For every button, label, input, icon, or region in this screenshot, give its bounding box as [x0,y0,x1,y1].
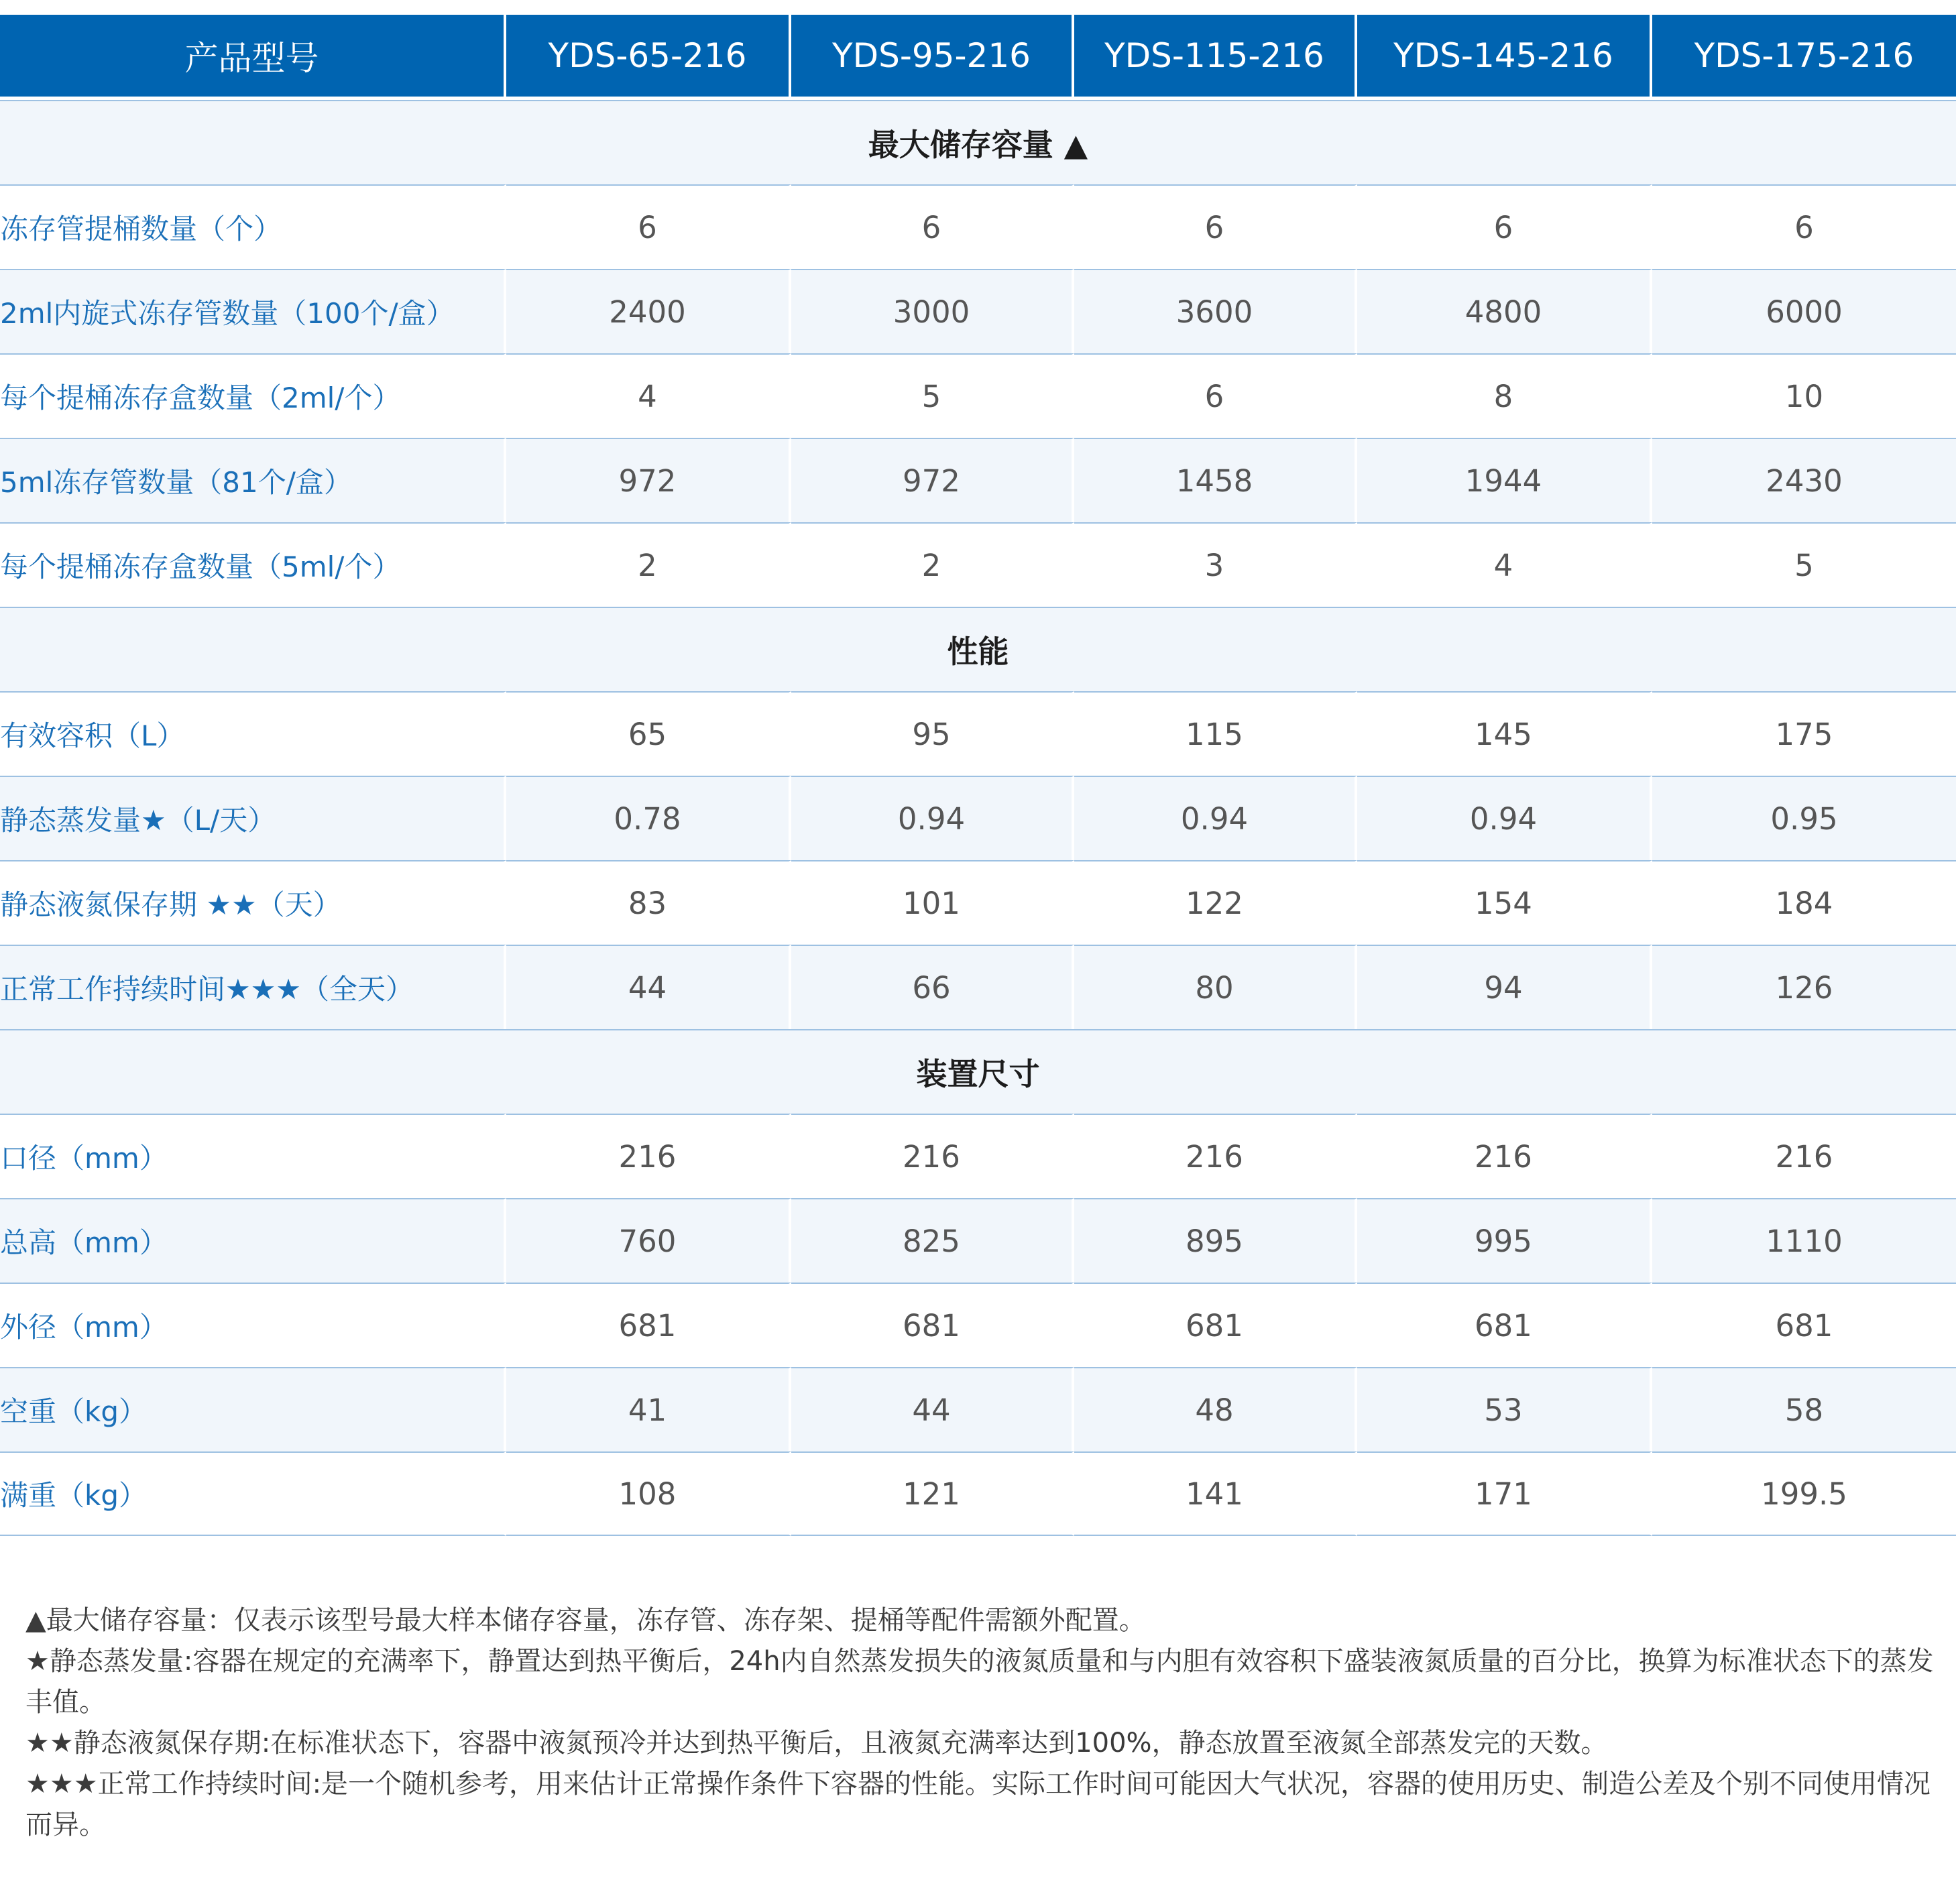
value-cell: 4800 [1357,269,1652,353]
value-cell: 1944 [1357,438,1652,522]
value-cell: 44 [506,945,791,1029]
table-row [0,438,1956,522]
value-cell: 171 [1357,1451,1652,1536]
value-cell: 95 [791,691,1074,776]
row-label: 每个提桶冻存盒数量（2ml/个） [0,353,506,438]
header-model: YDS-145-216 [1357,15,1652,97]
table-row [0,1283,1956,1367]
value-cell: 681 [1074,1283,1357,1367]
value-cell: 121 [791,1451,1074,1536]
row-label: 外径（mm） [0,1283,506,1367]
table-row [0,522,1956,607]
value-cell: 4 [1357,522,1652,607]
section-header [0,100,1956,184]
section-title: 性能 [0,607,1956,691]
table-row [0,945,1956,1029]
section-title: 装置尺寸 [0,1029,1956,1114]
value-cell: 1110 [1652,1198,1956,1283]
value-cell: 94 [1357,945,1652,1029]
value-cell: 972 [791,438,1074,522]
section-title: 最大储存容量 ▲ [0,100,1956,184]
header-model: YDS-95-216 [791,15,1074,97]
value-cell: 0.95 [1652,776,1956,860]
header-model: YDS-115-216 [1074,15,1357,97]
value-cell: 995 [1357,1198,1652,1283]
value-cell: 126 [1652,945,1956,1029]
value-cell: 65 [506,691,791,776]
value-cell: 0.94 [791,776,1074,860]
value-cell: 175 [1652,691,1956,776]
row-label: 冻存管提桶数量（个） [0,184,506,269]
table-row [0,353,1956,438]
value-cell: 216 [1074,1114,1357,1198]
value-cell: 760 [506,1198,791,1283]
value-cell: 3600 [1074,269,1357,353]
footnote: ★静态蒸发量:容器在规定的充满率下，静置达到热平衡后，24h内自然蒸发损失的液氮质量和与内胆有效容积下盛装液氮质量的百分比，换算为标准状态下的蒸发丰值。 [25,1646,1934,1718]
row-label: 正常工作持续时间★★★（全天） [0,945,506,1029]
value-cell: 2 [791,522,1074,607]
value-cell: 154 [1357,860,1652,945]
value-cell: 825 [791,1198,1074,1283]
value-cell: 6 [1074,184,1357,269]
table-row [0,1451,1956,1536]
row-label: 总高（mm） [0,1198,506,1283]
value-cell: 681 [791,1283,1074,1367]
value-cell: 0.78 [506,776,791,860]
header-model: YDS-175-216 [1652,15,1956,97]
value-cell: 44 [791,1367,1074,1451]
value-cell: 6 [1652,184,1956,269]
row-label: 2ml内旋式冻存管数量（100个/盒） [0,269,506,353]
value-cell: 216 [1357,1114,1652,1198]
row-label: 空重（kg） [0,1367,506,1451]
table-row [0,1367,1956,1451]
table-row [0,1114,1956,1198]
value-cell: 972 [506,438,791,522]
footnote: ▲最大储存容量：仅表示该型号最大样本储存容量，冻存管、冻存架、提桶等配件需额外配置。 [25,1605,1146,1636]
header-param-label: 产品型号 [0,15,506,97]
value-cell: 6 [1074,353,1357,438]
table-row [0,269,1956,353]
value-cell: 681 [506,1283,791,1367]
footnote: ★★★正常工作持续时间:是一个随机参考，用来估计正常操作条件下容器的性能。实际工作时间可能因大气状况，容器的使用历史、制造公差及个别不同使用情况而异。 [25,1769,1931,1840]
value-cell: 115 [1074,691,1357,776]
section-header [0,1029,1956,1114]
value-cell: 4 [506,353,791,438]
value-cell: 122 [1074,860,1357,945]
row-label: 口径（mm） [0,1114,506,1198]
value-cell: 216 [791,1114,1074,1198]
header-model: YDS-65-216 [506,15,791,97]
value-cell: 0.94 [1074,776,1357,860]
value-cell: 216 [506,1114,791,1198]
value-cell: 3000 [791,269,1074,353]
table-row [0,776,1956,860]
value-cell: 681 [1652,1283,1956,1367]
row-label: 5ml冻存管数量（81个/盒） [0,438,506,522]
row-label: 每个提桶冻存盒数量（5ml/个） [0,522,506,607]
value-cell: 101 [791,860,1074,945]
table-row [0,691,1956,776]
row-label: 静态液氮保存期 ★★（天） [0,860,506,945]
footnotes [25,1600,1943,1846]
value-cell: 199.5 [1652,1451,1956,1536]
value-cell: 5 [1652,522,1956,607]
value-cell: 3 [1074,522,1357,607]
value-cell: 80 [1074,945,1357,1029]
value-cell: 53 [1357,1367,1652,1451]
value-cell: 216 [1652,1114,1956,1198]
value-cell: 2430 [1652,438,1956,522]
header-row [0,15,1956,97]
value-cell: 895 [1074,1198,1357,1283]
value-cell: 8 [1357,353,1652,438]
value-cell: 41 [506,1367,791,1451]
row-label: 有效容积（L） [0,691,506,776]
row-label: 满重（kg） [0,1451,506,1536]
value-cell: 48 [1074,1367,1357,1451]
value-cell: 108 [506,1451,791,1536]
value-cell: 145 [1357,691,1652,776]
footnote: ★★静态液氮保存期:在标准状态下，容器中液氮预冷并达到热平衡后，且液氮充满率达到100%，静态放置至液氮全部蒸发完的天数。 [25,1728,1608,1759]
value-cell: 6000 [1652,269,1956,353]
value-cell: 58 [1652,1367,1956,1451]
spec-table [0,15,1956,1536]
table-row [0,184,1956,269]
value-cell: 6 [1357,184,1652,269]
value-cell: 681 [1357,1283,1652,1367]
value-cell: 5 [791,353,1074,438]
table-row [0,1198,1956,1283]
value-cell: 6 [791,184,1074,269]
value-cell: 66 [791,945,1074,1029]
value-cell: 0.94 [1357,776,1652,860]
value-cell: 184 [1652,860,1956,945]
table-row [0,860,1956,945]
value-cell: 83 [506,860,791,945]
value-cell: 2 [506,522,791,607]
value-cell: 6 [506,184,791,269]
value-cell: 1458 [1074,438,1357,522]
value-cell: 10 [1652,353,1956,438]
value-cell: 2400 [506,269,791,353]
value-cell: 141 [1074,1451,1357,1536]
row-label: 静态蒸发量★（L/天） [0,776,506,860]
section-header [0,607,1956,691]
